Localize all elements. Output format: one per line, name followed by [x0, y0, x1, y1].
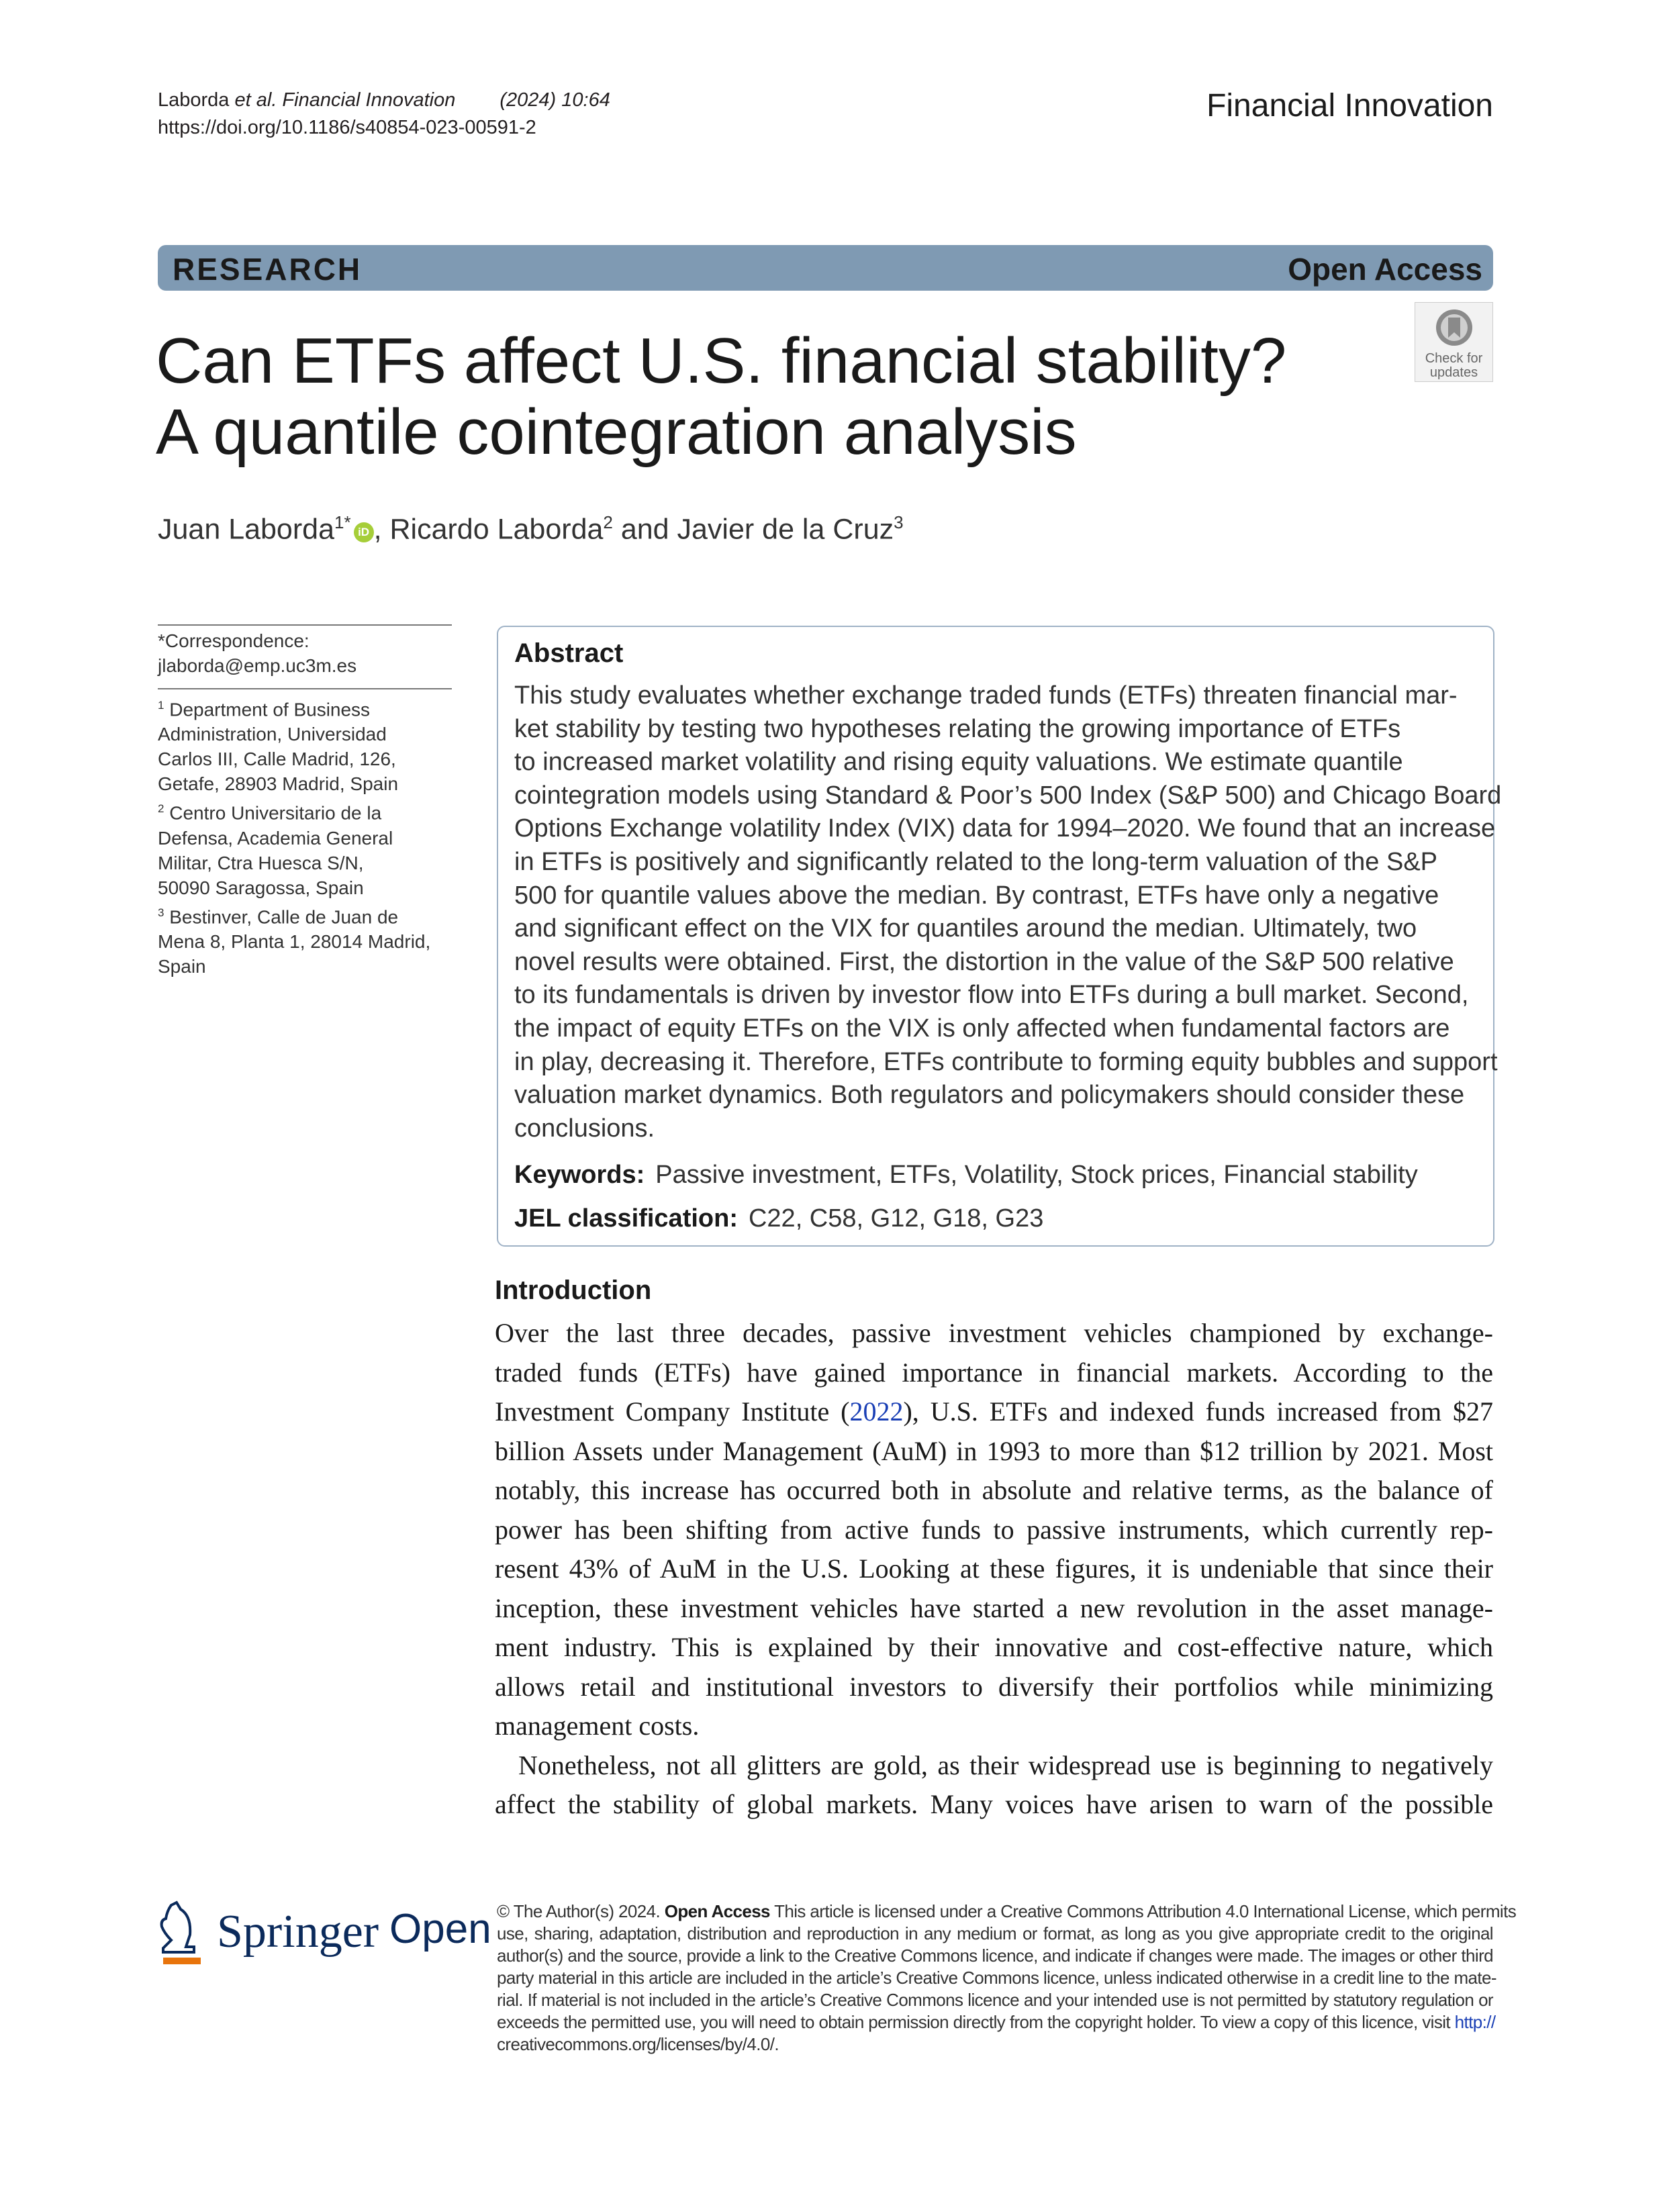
- affiliation-line: Bestinver, Calle de Juan de: [164, 906, 399, 927]
- license-line: [497, 1901, 1517, 1922]
- keywords-label: Keywords:: [514, 1161, 645, 1189]
- abstract-line: valuation market dynamics. Both regulators and policymakers should consider these: [514, 1081, 1465, 1110]
- abstract-heading: Abstract: [514, 638, 624, 668]
- license-segment: rial. If material is not included in the article’s Creative Commons licence and your intended use is not permitted by statutory regulation or: [497, 1990, 1493, 2010]
- citation: [158, 89, 610, 111]
- title-line: Can ETFs affect U.S. financial stability?: [156, 325, 1287, 397]
- jel-classification: [514, 1204, 1043, 1233]
- author-name[interactable]: Juan Laborda: [158, 513, 334, 546]
- abstract-box: [497, 626, 1502, 1247]
- license-segment: author(s) and the source, provide a link to the Creative Commons licence, and indicate if changes were made. The images or other third: [497, 1945, 1493, 1966]
- body-line: allows retail and institutional investors to diversify their portfolios while minimizing: [495, 1671, 1493, 1702]
- author-list: [158, 512, 904, 546]
- license-line: [497, 1990, 1493, 2011]
- license-line: [497, 2012, 1496, 2033]
- affiliation: [158, 693, 430, 796]
- affiliation-line: Mena 8, Planta 1, 28014 Madrid,: [158, 930, 431, 952]
- affiliation-sup: 1: [158, 699, 164, 712]
- body-line: billion Assets under Management (AuM) in 1993 to more than $12 trillion by 2021. Most: [495, 1435, 1493, 1466]
- body-line: notably, this increase has occurred both in absolute and relative terms, as the balance of: [495, 1475, 1493, 1505]
- research-banner: [158, 245, 1493, 291]
- author-sup: 2: [603, 512, 613, 532]
- abstract-line: ket stability by testing two hypotheses relating the growing importance of ETFs: [514, 714, 1401, 743]
- correspondence-label: *Correspondence:: [158, 630, 310, 651]
- correspondence-email[interactable]: jlaborda@emp.uc3m.es: [158, 655, 357, 676]
- license-segment: party material in this article are included in the article’s Creative Commons licence, unless indicated otherwise in a credit line to the mate-: [497, 1968, 1496, 1988]
- abstract-line: novel results were obtained. First, the distortion in the value of the S&P 500 relative: [514, 947, 1454, 976]
- abstract-line: and significant effect on the VIX for quantiles around the median. Ultimately, two: [514, 914, 1417, 943]
- affiliation-line: Administration, Universidad: [158, 724, 387, 745]
- abstract-line: conclusions.: [514, 1114, 655, 1143]
- citation-journal: Financial Innovation: [277, 89, 456, 111]
- affiliation-sup: 3: [158, 906, 164, 919]
- body-line: Nonetheless, not all glitters are gold, as their widespread use is beginning to negatively: [518, 1749, 1493, 1780]
- abstract-line: in ETFs is positively and significantly related to the long-term valuation of the S&P: [514, 847, 1438, 876]
- license-line: [497, 1968, 1496, 1988]
- citation-year: (2024) 10:64: [500, 89, 610, 111]
- badge-line1: Check for: [1425, 351, 1483, 366]
- citation-authors: Laborda: [158, 89, 235, 111]
- article-title: [156, 326, 1286, 468]
- body-line: traded funds (ETFs) have gained importance in financial markets. According to the: [495, 1357, 1493, 1388]
- introduction-heading: Introduction: [495, 1276, 652, 1305]
- divider: [158, 624, 452, 626]
- open-access-label: Open Access: [1288, 252, 1482, 287]
- affiliations: [158, 693, 430, 979]
- affiliation: [158, 900, 430, 979]
- correspondence: [158, 628, 356, 678]
- author-name[interactable]: , Ricardo Laborda: [373, 513, 604, 546]
- body-line: affect the stability of global markets. Many voices have arisen to warn of the possible: [495, 1789, 1493, 1819]
- logo-springer: Springer: [217, 1906, 379, 1958]
- jel-label: JEL classification:: [514, 1204, 738, 1233]
- abstract-text: [514, 679, 1501, 1145]
- license-prefix: © The Author(s) 2024.: [497, 1901, 665, 1921]
- license-link[interactable]: http://: [1454, 2012, 1496, 2032]
- affiliation-line: Militar, Ctra Huesca S/N,: [158, 852, 364, 873]
- affiliation-line: Defensa, Academia General: [158, 827, 393, 849]
- divider: [158, 688, 452, 689]
- reference-link[interactable]: 2022: [849, 1396, 904, 1427]
- affiliation-sup: 2: [158, 802, 164, 816]
- author-sup: 3: [894, 512, 904, 532]
- journal-name: Financial Innovation: [1206, 88, 1493, 124]
- license-line: [497, 1945, 1493, 1966]
- abstract-line: 500 for quantile values above the median. By contrast, ETFs have only a negative: [514, 881, 1439, 910]
- body-line: management costs.: [495, 1711, 700, 1741]
- abstract-line: to its fundamentals is driven by investor flow into ETFs during a bull market. Second,: [514, 981, 1469, 1010]
- keywords-value: Passive investment, ETFs, Volatility, Stock prices, Financial stability: [655, 1161, 1418, 1189]
- bookmark-icon: [1433, 307, 1475, 348]
- abstract-line: to increased market volatility and rising equity valuations. We estimate quantile: [514, 748, 1403, 777]
- abstract-line: cointegration models using Standard & Poor’s 500 Index (S&P 500) and Chicago Board: [514, 781, 1502, 810]
- title-line: A quantile cointegration analysis: [156, 396, 1077, 468]
- check-for-updates-badge[interactable]: [1415, 302, 1493, 382]
- jel-value: C22, C58, G12, G18, G23: [748, 1204, 1044, 1233]
- affiliation-line: Centro Universitario de la: [164, 802, 382, 824]
- logo-open: Open: [389, 1906, 491, 1952]
- affiliation-line: Spain: [158, 955, 206, 977]
- abstract-line: This study evaluates whether exchange traded funds (ETFs) threaten financial mar-: [514, 681, 1458, 710]
- abstract-line: the impact of equity ETFs on the VIX is only affected when fundamental factors are: [514, 1014, 1450, 1043]
- body-line: resent 43% of AuM in the U.S. Looking at these figures, it is undeniable that since their: [495, 1553, 1493, 1584]
- body-line: power has been shifting from active funds to passive instruments, which currently rep-: [495, 1514, 1493, 1545]
- text-segment: Investment Company Institute (: [495, 1396, 850, 1427]
- body-line: Over the last three decades, passive investment vehicles championed by exchange-: [495, 1318, 1493, 1348]
- springer-horse-icon: [156, 1900, 205, 1967]
- author-sup: 1*: [334, 512, 351, 532]
- license-segment: exceeds the permitted use, you will need to obtain permission directly from the copyright holder. To view a copy of this licence, visit: [497, 2012, 1455, 2032]
- keywords: [514, 1161, 1418, 1190]
- license-line: [497, 1923, 1493, 1944]
- affiliation-line: Carlos III, Calle Madrid, 126,: [158, 749, 396, 770]
- abstract-line: Options Exchange volatility Index (VIX) data for 1994–2020. We found that an increase: [514, 814, 1496, 843]
- license-segment: use, sharing, adaptation, distribution and reproduction in any medium or format, as long as you give appropriate credit to the original: [497, 1923, 1493, 1943]
- body-line: inception, these investment vehicles have started a new revolution in the asset manage-: [495, 1592, 1493, 1623]
- citation-etal: et al.: [234, 89, 277, 111]
- affiliation-line: Getafe, 28903 Madrid, Spain: [158, 773, 399, 795]
- body-line: ment industry. This is explained by their innovative and cost-effective nature, which: [495, 1632, 1493, 1662]
- doi-link[interactable]: https://doi.org/10.1186/s40854-023-00591-2: [158, 117, 536, 138]
- affiliation-line: Department of Business: [164, 699, 371, 720]
- body-line: [495, 1396, 1493, 1427]
- license-link[interactable]: creativecommons.org/licenses/by/4.0/.: [497, 2034, 779, 2054]
- license-segment: This article is licensed under a Creative Commons Attribution 4.0 International License, which permits: [769, 1901, 1517, 1921]
- article-type: RESEARCH: [173, 252, 363, 287]
- affiliation-line: 50090 Saragossa, Spain: [158, 877, 364, 898]
- text-segment: ), U.S. ETFs and indexed funds increased from $27: [903, 1396, 1493, 1427]
- orcid-icon[interactable]: iD: [354, 522, 374, 542]
- license-open-access: Open Access: [664, 1901, 770, 1921]
- affiliation: [158, 796, 430, 900]
- author-name[interactable]: and Javier de la Cruz: [612, 513, 894, 546]
- badge-line2: updates: [1429, 365, 1478, 380]
- abstract-line: in play, decreasing it. Therefore, ETFs contribute to forming equity bubbles and support: [514, 1047, 1498, 1076]
